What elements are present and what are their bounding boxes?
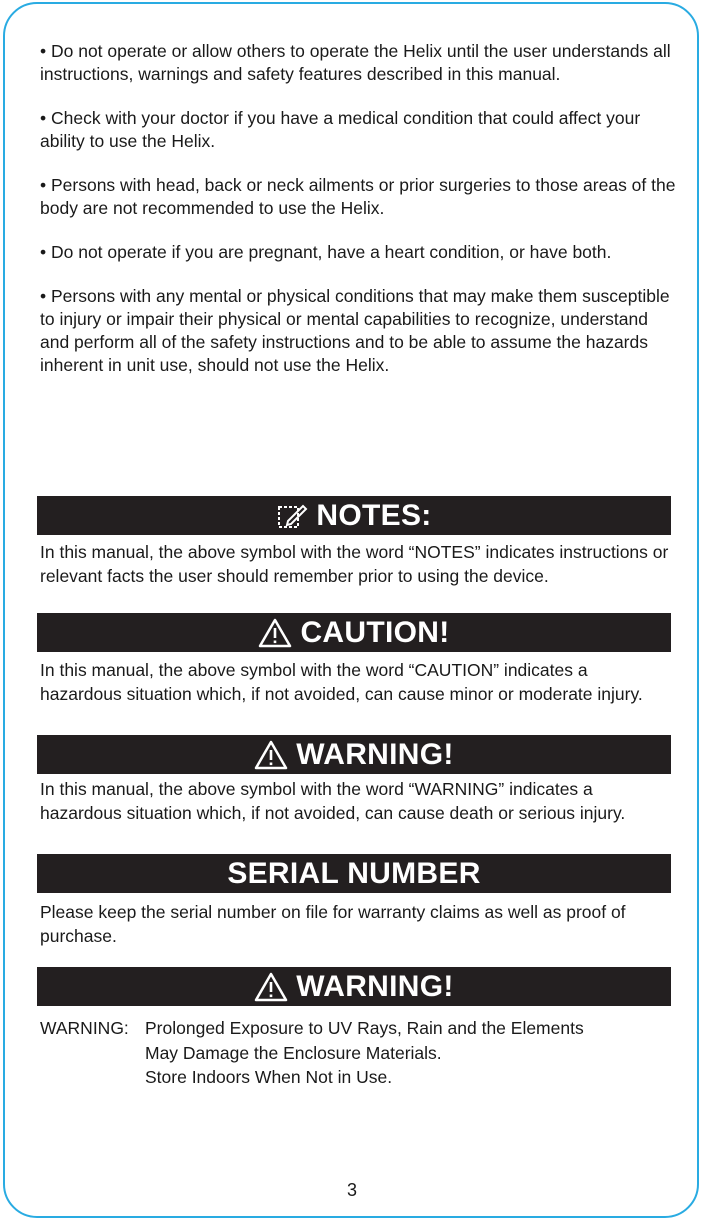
notes-title: NOTES: <box>316 498 432 532</box>
notes-description: In this manual, the above symbol with the word “NOTES” indicates instructions or relevant facts the user should remember prior to using the device. <box>40 542 669 586</box>
warning-triangle-icon <box>254 972 288 1002</box>
notepad-pencil-icon <box>276 502 308 530</box>
uv-warning-lines <box>145 1016 675 1090</box>
caution-header-bar <box>37 613 671 652</box>
warning-title-2: WARNING! <box>296 969 454 1003</box>
serial-number-header-bar <box>37 854 671 893</box>
uv-warning-line: May Damage the Enclosure Materials. <box>145 1042 442 1063</box>
warning-triangle-icon <box>258 618 292 648</box>
caution-description: In this manual, the above symbol with the word “CAUTION” indicates a hazardous situation which, if not avoided, can cause minor or moderate injury. <box>40 660 643 704</box>
uv-warning-label: WARNING: <box>40 1018 129 1038</box>
notes-header-bar <box>37 496 671 535</box>
list-item: • Do not operate or allow others to operate the Helix until the user understands all instructions, warnings and safety features described in this manual. <box>40 41 671 84</box>
list-item: • Persons with head, back or neck ailments or prior surgeries to those areas of the body are not recommended to use the Helix. <box>40 175 676 218</box>
safety-bullet-list <box>40 40 680 398</box>
serial-number-title: SERIAL NUMBER <box>227 856 481 890</box>
warning-description: In this manual, the above symbol with the word “WARNING” indicates a hazardous situation which, if not avoided, can cause death or serious injury. <box>40 779 626 823</box>
uv-warning-line: Store Indoors When Not in Use. <box>145 1067 393 1087</box>
warning-header-bar-2 <box>37 967 671 1006</box>
warning-title: WARNING! <box>296 737 454 771</box>
list-item: • Do not operate if you are pregnant, have a heart condition, or have both. <box>40 242 612 262</box>
list-item: • Persons with any mental or physical conditions that may make them susceptible to injury or impair their physical or mental capabilities to recognize, understand and perform all of the safety instructions and to be able to assume the hazards inherent in unit use, should not use the Helix. <box>40 286 670 375</box>
warning-triangle-icon <box>254 740 288 770</box>
warning-header-bar <box>37 735 671 774</box>
caution-title: CAUTION! <box>300 615 450 649</box>
serial-number-description: Please keep the serial number on file for warranty claims as well as proof of purchase. <box>40 902 626 946</box>
uv-warning-line: Prolonged Exposure to UV Rays, Rain and the Elements <box>145 1018 584 1038</box>
page-number: 3 <box>346 1180 357 1200</box>
list-item: • Check with your doctor if you have a medical condition that could affect your ability to use the Helix. <box>40 108 641 151</box>
